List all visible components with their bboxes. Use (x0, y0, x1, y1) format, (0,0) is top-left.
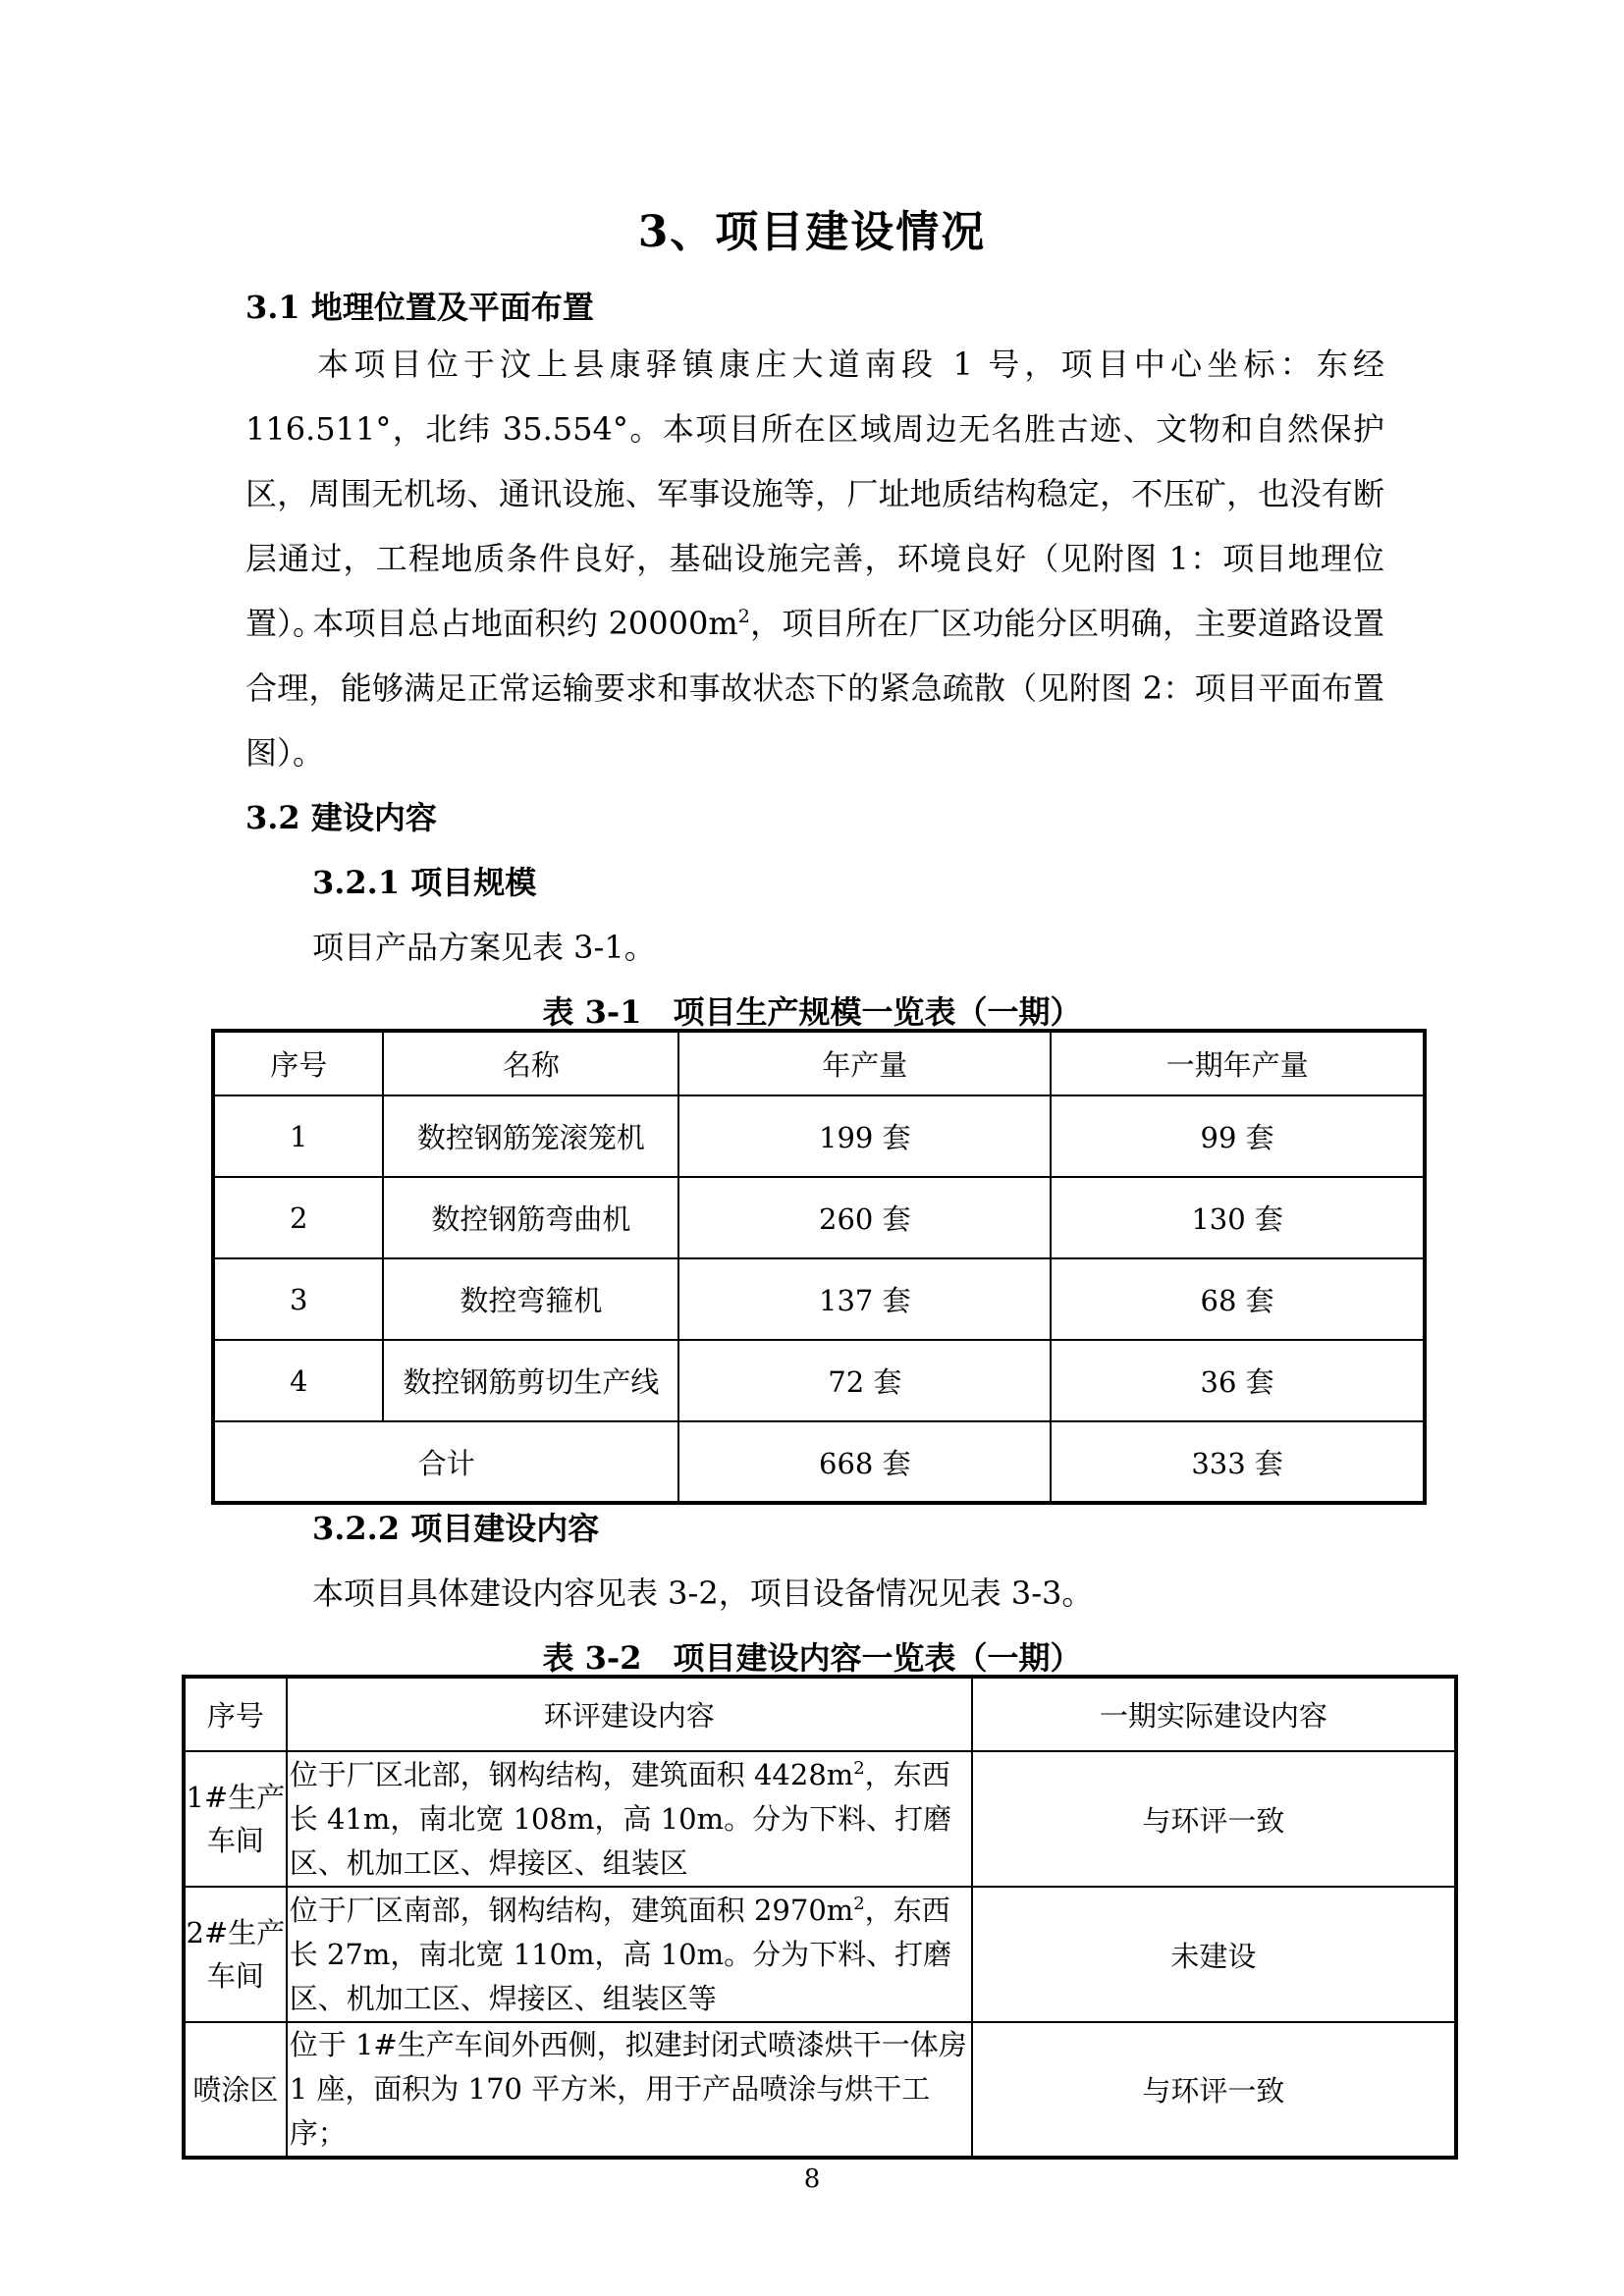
cell-name: 数控弯箍机 (383, 1258, 678, 1340)
table-total-row (213, 1421, 1425, 1503)
cell-actual-content: 与环评一致 (972, 1751, 1456, 1887)
table-row (213, 1095, 1425, 1177)
cell-item (184, 2022, 287, 2158)
header-no: 序号 (213, 1031, 383, 1095)
cell-phase1: 130 套 (1051, 1177, 1425, 1258)
cell-actual-content: 未建设 (972, 1887, 1456, 2022)
table-3-2 (182, 1675, 1458, 2160)
table-row (184, 2022, 1456, 2158)
header-eia-content: 环评建设内容 (287, 1677, 972, 1751)
header-annual: 年产量 (678, 1031, 1051, 1095)
cell-phase1: 68 套 (1051, 1258, 1425, 1340)
content-text-end: ，东西长 41m，南北宽 108m，高 10m。分为下料、打磨区、机加工区、焊接区、组装区 (289, 1757, 952, 1880)
table-row (213, 1177, 1425, 1258)
cell-annual: 137 套 (678, 1258, 1051, 1340)
header-name: 名称 (383, 1031, 678, 1095)
superscript-2: 2 (737, 606, 750, 627)
cell-item-line-1: 喷涂区 (192, 2072, 279, 2107)
superscript-2: 2 (853, 1893, 865, 1914)
cell-item (184, 1751, 287, 1887)
header-actual-content: 一期实际建设内容 (972, 1677, 1456, 1751)
section-3-2-1-text: 项目产品方案见表 3-1。 (312, 929, 656, 966)
content-text-start: 位于厂区北部，钢构结构，建筑面积 4428m (289, 1757, 854, 1791)
section-3-2-2-text: 本项目具体建设内容见表 3-2，项目设备情况见表 3-3。 (312, 1575, 1094, 1612)
table-header-row (213, 1031, 1425, 1095)
superscript-2: 2 (853, 1757, 865, 1779)
page-title: 3、项目建设情况 (637, 207, 987, 257)
paragraph-2-text-start: 本项目总占地面积约 20000m (312, 605, 738, 642)
cell-annual: 72 套 (678, 1340, 1051, 1421)
cell-phase1: 36 套 (1051, 1340, 1425, 1421)
cell-total-label: 合计 (213, 1421, 678, 1503)
section-3-1-paragraph-2 (245, 591, 1384, 785)
cell-eia-content (287, 1751, 972, 1887)
cell-no: 3 (213, 1258, 383, 1340)
table-row (184, 1887, 1456, 2022)
table-row (184, 1751, 1456, 1887)
cell-eia-content (287, 2022, 972, 2158)
cell-annual: 199 套 (678, 1095, 1051, 1177)
cell-no: 2 (213, 1177, 383, 1258)
cell-annual: 260 套 (678, 1177, 1051, 1258)
cell-no: 4 (213, 1340, 383, 1421)
cell-eia-content (287, 1887, 972, 2022)
table-3-2-caption: 表 3-2 项目建设内容一览表（一期） (542, 1639, 1082, 1677)
cell-actual-content: 与环评一致 (972, 2022, 1456, 2158)
header-phase1: 一期年产量 (1051, 1031, 1425, 1095)
section-3-2-1-heading: 3.2.1 项目规模 (312, 864, 537, 901)
table-3-1 (211, 1029, 1427, 1505)
cell-item-line-1: 1#生产 (186, 1781, 286, 1814)
cell-no: 1 (213, 1095, 383, 1177)
paragraph-1-text: 本项目位于汶上县康驿镇康庄大道南段 1 号，项目中心坐标：东经 116.511°，北纬 35.554°。本项目所在区域周边无名胜古迹、文物和自然保护区，周围无机场、通讯设施、军事设施等，厂址地质结构稳定，不压矿，也没有断层通过，工程地质条件良好，基础设施完善，环境良好（见附图 1：项目地理位置）。 (245, 346, 1384, 642)
paragraph-2-text-end: ，项目所在厂区功能分区明确，主要道路设置合理，能够满足正常运输要求和事故状态下的紧急疏散（见附图 2：项目平面布置图）。 (245, 605, 1384, 772)
cell-name: 数控钢筋弯曲机 (383, 1177, 678, 1258)
cell-item-line-2: 车间 (206, 1959, 264, 1993)
content-text-end: ，东西长 27m，南北宽 110m，高 10m。分为下料、打磨区、机加工区、焊接区、组装区等 (289, 1893, 952, 2015)
table-row (213, 1258, 1425, 1340)
cell-total-phase1: 333 套 (1051, 1421, 1425, 1503)
cell-total-annual: 668 套 (678, 1421, 1051, 1503)
cell-item-line-2: 车间 (206, 1824, 264, 1857)
table-3-1-caption: 表 3-1 项目生产规模一览表（一期） (542, 993, 1082, 1031)
section-3-2-2-heading: 3.2.2 项目建设内容 (312, 1510, 600, 1547)
section-3-1-heading: 3.1 地理位置及平面布置 (245, 289, 594, 326)
page-number: 8 (803, 2164, 821, 2194)
cell-name: 数控钢筋剪切生产线 (383, 1340, 678, 1421)
table-row (213, 1340, 1425, 1421)
section-3-2-heading: 3.2 建设内容 (245, 799, 437, 836)
cell-item (184, 1887, 287, 2022)
table-header-row (184, 1677, 1456, 1751)
cell-name: 数控钢筋笼滚笼机 (383, 1095, 678, 1177)
content-text: 位于 1#生产车间外西侧，拟建封闭式喷漆烘干一体房 1 座，面积为 170 平方米，用于产品喷涂与烘干工序； (289, 2028, 967, 2150)
header-no: 序号 (184, 1677, 287, 1751)
cell-phase1: 99 套 (1051, 1095, 1425, 1177)
content-text-start: 位于厂区南部，钢构结构，建筑面积 2970m (289, 1893, 854, 1927)
cell-item-line-1: 2#生产 (186, 1916, 286, 1949)
